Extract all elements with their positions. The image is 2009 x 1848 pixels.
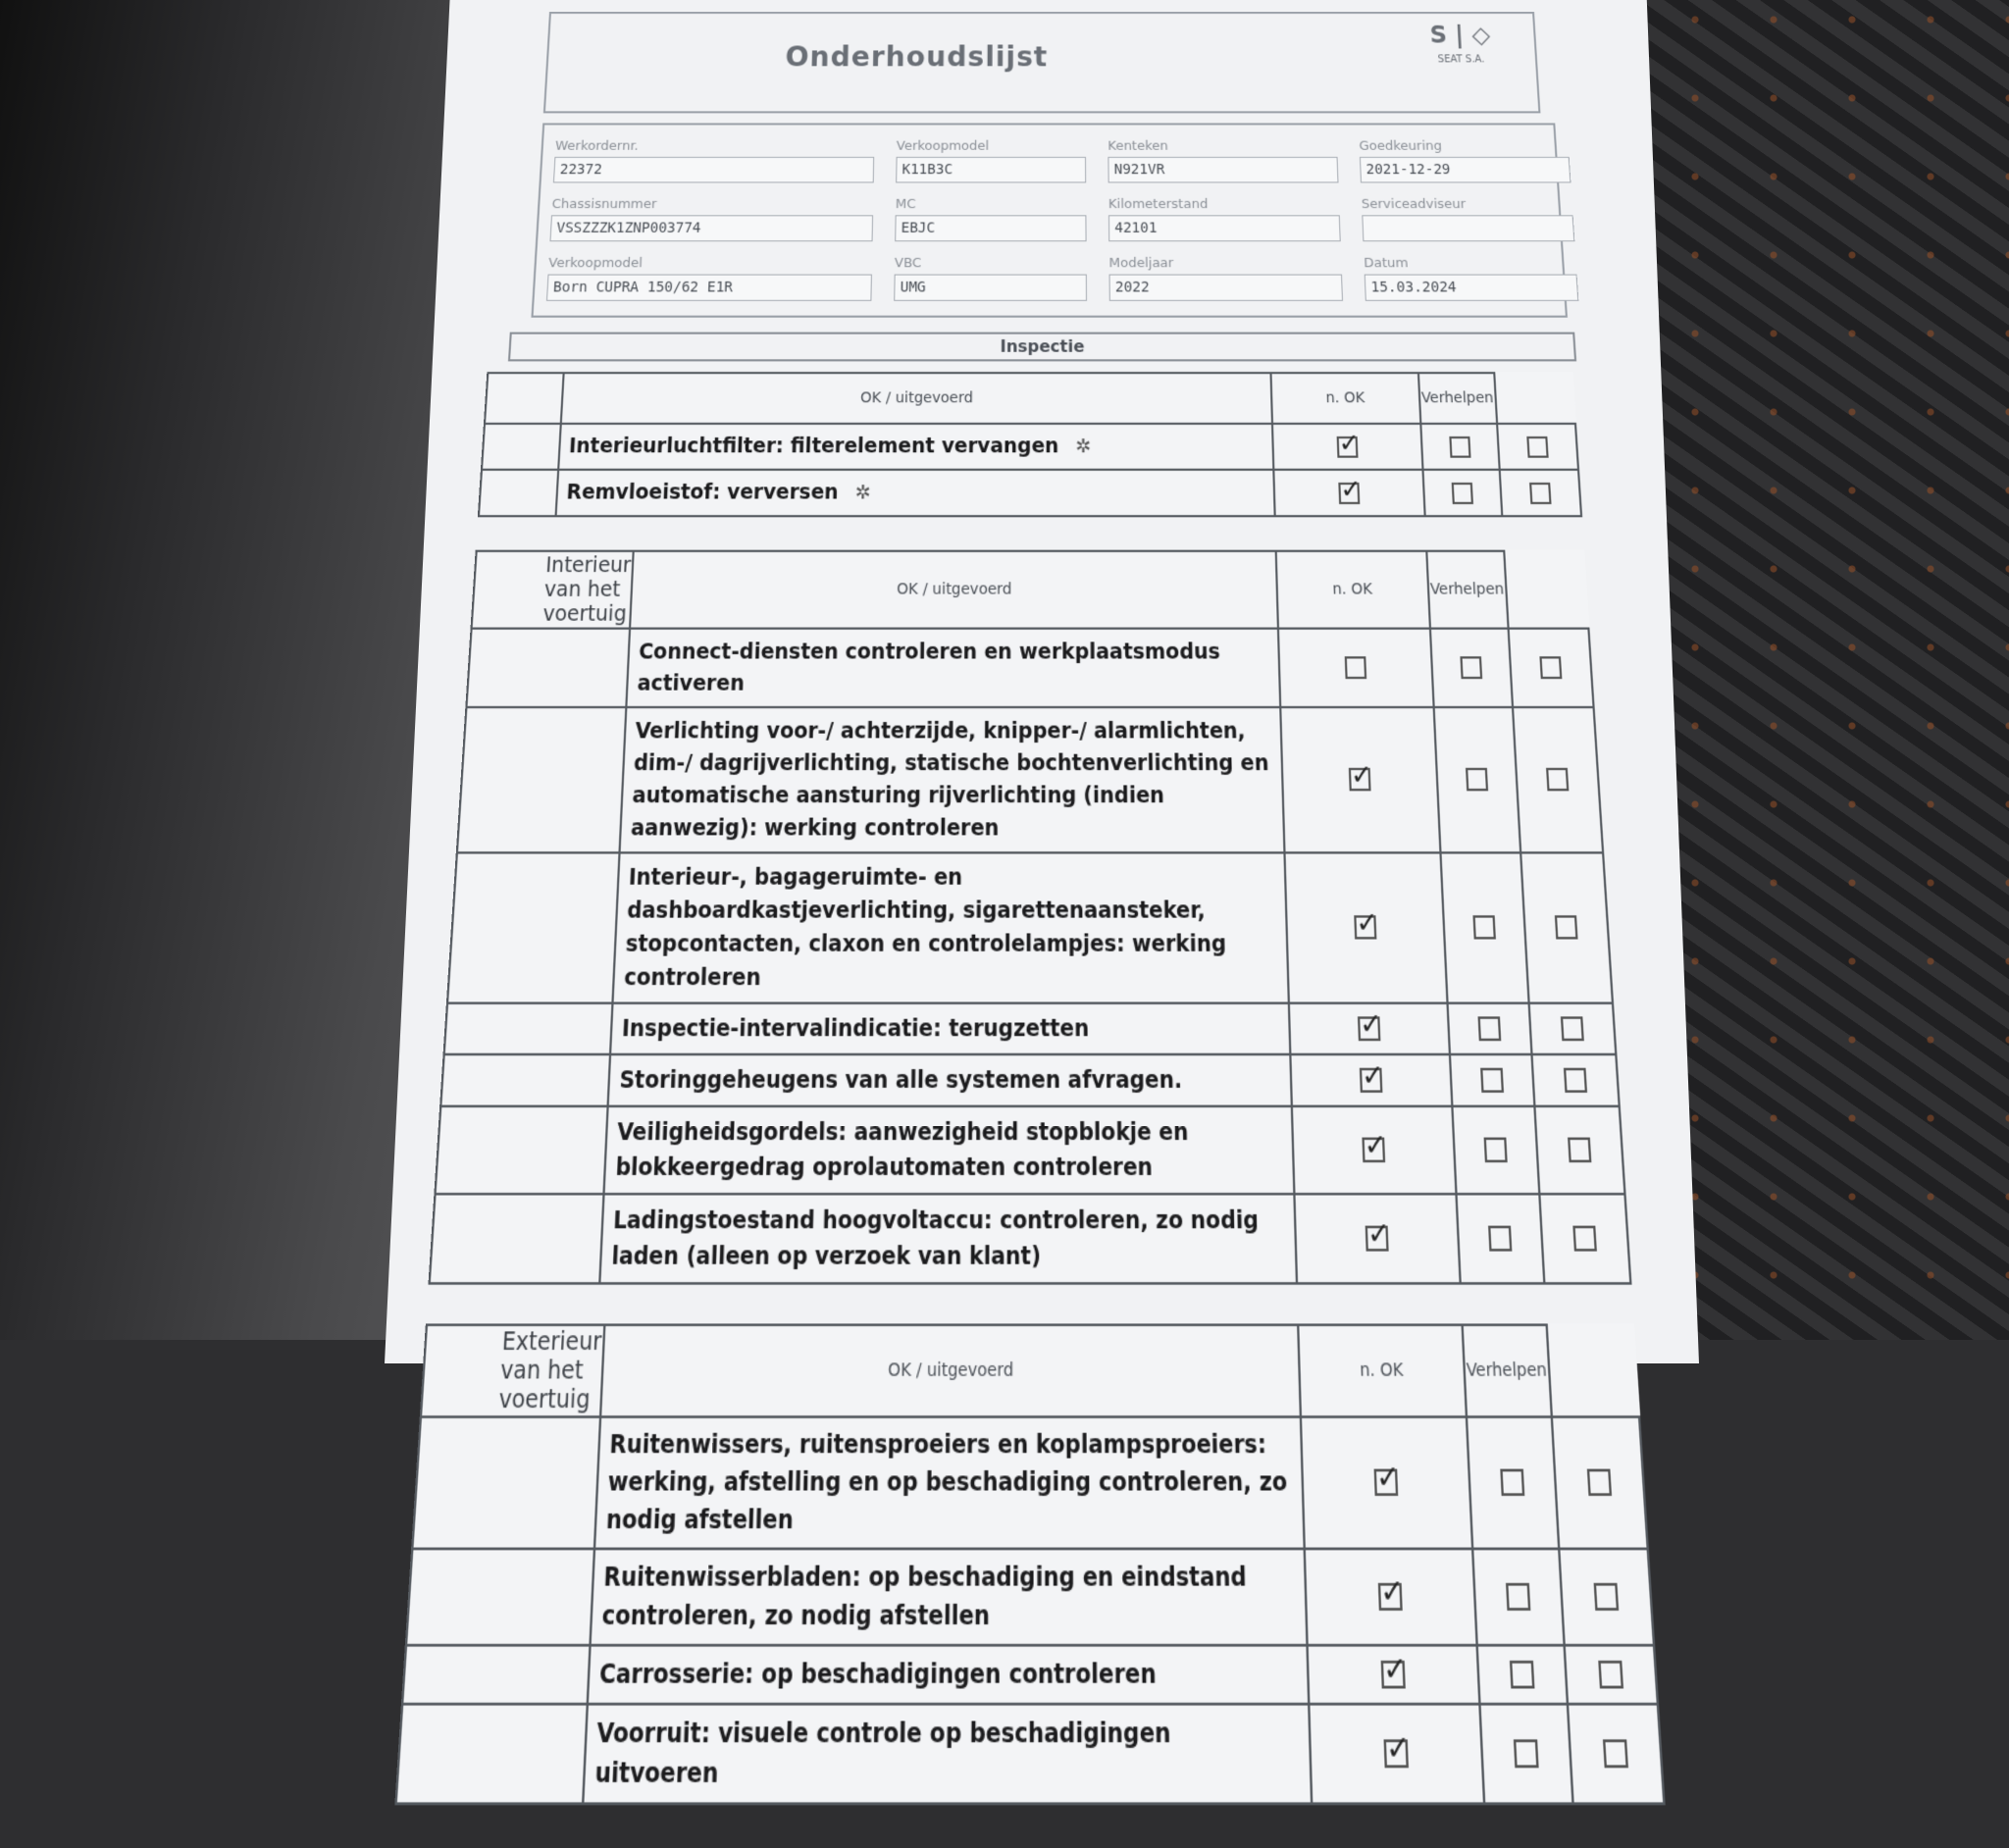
verhelpen-cell[interactable] bbox=[1520, 852, 1613, 1002]
ok-cell[interactable] bbox=[1300, 1417, 1471, 1549]
field-kilometerstand: Kilometerstand 42101 bbox=[1108, 197, 1341, 241]
vehicle-info bbox=[531, 123, 1568, 317]
field-serviceadviseur: Serviceadviseur bbox=[1362, 197, 1575, 241]
ok-checkbox[interactable] bbox=[1344, 656, 1365, 679]
nok-cell[interactable] bbox=[1447, 1003, 1531, 1054]
field-werkordernr: Werkordernr. 22372 bbox=[553, 139, 875, 183]
row-gutter bbox=[457, 707, 627, 852]
ok-cell[interactable] bbox=[1309, 1704, 1484, 1804]
row-text: Remvloeistof: verversen ✲ bbox=[556, 470, 1275, 516]
brand-name: SEAT S.A. bbox=[1437, 54, 1485, 66]
field-chassisnummer: Chassisnummer VSSZZZK1ZNP003774 bbox=[549, 197, 873, 241]
ok-checkbox[interactable] bbox=[1354, 916, 1376, 940]
ok-checkbox[interactable] bbox=[1348, 768, 1370, 792]
row-text: Inspectie-intervalindicatie: terugzetten bbox=[611, 1003, 1290, 1054]
nok-cell[interactable] bbox=[1472, 1549, 1565, 1645]
form-title: Onderhoudslijst bbox=[785, 40, 1049, 74]
row-text: Connect-diensten controleren en werkplaatsmodus activeren bbox=[627, 629, 1280, 707]
table-row bbox=[440, 1054, 1619, 1106]
nok-cell[interactable] bbox=[1440, 852, 1529, 1002]
row-text: Interieurluchtfilter: filterelement vervangen ✲ bbox=[558, 424, 1273, 470]
table-row bbox=[479, 470, 1581, 516]
row-gutter bbox=[440, 1054, 610, 1106]
table-row bbox=[396, 1704, 1665, 1804]
row-text: Veiligheidsgordels: aanwezigheid stopblokje en blokkeergedrag oprolautomaten controleren bbox=[604, 1106, 1294, 1194]
ok-cell[interactable] bbox=[1280, 707, 1440, 852]
ok-cell[interactable] bbox=[1284, 852, 1447, 1002]
logo-icon: S | ◇ bbox=[1428, 21, 1491, 49]
ok-cell[interactable] bbox=[1294, 1194, 1460, 1283]
nok-cell[interactable] bbox=[1433, 707, 1520, 852]
inspectie-bar: Inspectie bbox=[508, 333, 1576, 362]
verhelpen-cell[interactable] bbox=[1529, 1003, 1617, 1054]
nok-checkbox[interactable] bbox=[1506, 1583, 1530, 1611]
ok-checkbox[interactable] bbox=[1383, 1740, 1408, 1769]
interieur-table: Interieur van het voertuig OK / uitgevoerd n. OK Verhelpen Connect-diensten controleren en werkplaatsmodus activeren Verlichting voor-/ achterzijde, knipper-/ alarmlichten, dim-/ dagrijverlichting, statische bochtenverlichting en automatische aansturing rijverlichting (indien aanwezig): werking controleren ✓ Interieur-, bagageruimte- en dashboardkastjeverlichting, sigarettenaansteker, stopcontacten, claxon en controlelampjes: werking controleren ✓ Inspectie-intervalindicatie: terugzetten ✓ Storinggeheugens van alle systemen afvragen. ✓ Veiligheidsgordels: aanwezigheid stopblokje en blokkeergedrag oprolautomaten controleren ✓ Ladingstoestand hoogvoltaccu: controleren, zo nodig laden (alleen op verzoek van klant) ✓ bbox=[428, 550, 1631, 1285]
field-mc: MC EBJC bbox=[895, 197, 1086, 241]
nok-checkbox[interactable] bbox=[1483, 1138, 1507, 1163]
ok-checkbox[interactable] bbox=[1358, 1017, 1380, 1042]
nok-cell[interactable] bbox=[1422, 470, 1502, 516]
exterieur-table: Exterieur van het voertuig OK / uitgevoerd n. OK Verhelpen Ruitenwissers, ruitensproeiers en koplampsproeiers: werking, afstelling en op beschadiging controleren, zo nodig afstellen ✓ Ruitenwisserbladen: op beschadiging en eindstand controleren, zo nodig afstellen ✓ Carrosserie: op beschadigingen controleren ✓ Voorruit: visuele controle op beschadigingen uitvoeren ✓ bbox=[394, 1323, 1665, 1805]
table-row bbox=[466, 629, 1593, 707]
row-text: Verlichting voor-/ achterzijde, knipper-/ alarmlichten, dim-/ dagrijverlichting, statische bochtenverlichting en automatische aansturing rijverlichting (indien aanwezig): werking controleren bbox=[620, 707, 1284, 852]
ok-cell[interactable] bbox=[1290, 1054, 1452, 1106]
row-gutter bbox=[430, 1194, 604, 1283]
ok-cell[interactable] bbox=[1307, 1645, 1479, 1704]
nok-checkbox[interactable] bbox=[1480, 1068, 1504, 1093]
form-header bbox=[543, 12, 1541, 113]
ok-cell[interactable] bbox=[1272, 424, 1423, 470]
nok-checkbox[interactable] bbox=[1451, 483, 1472, 504]
nok-cell[interactable] bbox=[1420, 424, 1500, 470]
nok-checkbox[interactable] bbox=[1460, 656, 1482, 679]
table-row bbox=[430, 1194, 1631, 1283]
table-row bbox=[406, 1549, 1654, 1645]
table-row bbox=[436, 1106, 1625, 1194]
field-vbc: VBC UMG bbox=[894, 256, 1087, 301]
verhelpen-cell[interactable] bbox=[1509, 629, 1594, 707]
nok-cell[interactable] bbox=[1479, 1704, 1573, 1804]
verhelpen-cell[interactable] bbox=[1500, 470, 1581, 516]
nok-checkbox[interactable] bbox=[1510, 1661, 1535, 1689]
verhelpen-checkbox[interactable] bbox=[1598, 1661, 1623, 1689]
field-kenteken: Kenteken N921VR bbox=[1108, 139, 1338, 183]
verhelpen-cell[interactable] bbox=[1531, 1054, 1619, 1106]
row-gutter bbox=[396, 1704, 588, 1804]
verhelpen-checkbox[interactable] bbox=[1564, 1068, 1587, 1093]
ok-checkbox[interactable] bbox=[1365, 1226, 1388, 1252]
ok-cell[interactable] bbox=[1291, 1106, 1456, 1194]
row-gutter bbox=[466, 629, 630, 707]
field-datum: Datum 15.03.2024 bbox=[1364, 256, 1578, 301]
table-row bbox=[482, 424, 1578, 470]
nok-checkbox[interactable] bbox=[1477, 1017, 1501, 1042]
ok-cell[interactable] bbox=[1278, 629, 1434, 707]
ok-cell[interactable] bbox=[1288, 1003, 1449, 1054]
ok-checkbox[interactable] bbox=[1377, 1583, 1402, 1611]
verhelpen-cell[interactable] bbox=[1565, 1645, 1658, 1704]
verhelpen-cell[interactable] bbox=[1539, 1194, 1630, 1283]
nok-cell[interactable] bbox=[1452, 1106, 1539, 1194]
nok-cell[interactable] bbox=[1476, 1645, 1568, 1704]
nok-cell[interactable] bbox=[1467, 1417, 1560, 1549]
ok-checkbox[interactable] bbox=[1362, 1138, 1385, 1163]
field-verkoopmodel-code: Verkoopmodel K11B3C bbox=[896, 139, 1086, 183]
ok-checkbox[interactable] bbox=[1373, 1469, 1398, 1496]
verhelpen-checkbox[interactable] bbox=[1603, 1740, 1628, 1769]
row-text: Ruitenwissers, ruitensproeiers en koplampsproeiers: werking, afstelling en op beschadiging controleren, zo nodig afstellen bbox=[594, 1417, 1304, 1549]
row-gutter bbox=[447, 852, 620, 1002]
ok-cell[interactable] bbox=[1304, 1549, 1476, 1645]
table-row bbox=[444, 1003, 1617, 1054]
row-gutter bbox=[412, 1417, 600, 1549]
verhelpen-checkbox[interactable] bbox=[1587, 1469, 1612, 1496]
inspectie-table: OK / uitgevoerd n. OK Verhelpen Interieurluchtfilter: filterelement vervangen ✲ ✓ Remvloeistof: verversen ✲ ✓ bbox=[478, 372, 1582, 517]
verhelpen-checkbox[interactable] bbox=[1561, 1017, 1584, 1042]
table-row bbox=[457, 707, 1603, 852]
nok-cell[interactable] bbox=[1430, 629, 1513, 707]
verhelpen-checkbox[interactable] bbox=[1526, 436, 1548, 458]
row-text: Storinggeheugens van alle systemen afvragen. bbox=[608, 1054, 1291, 1106]
verhelpen-cell[interactable] bbox=[1568, 1704, 1664, 1804]
ok-checkbox[interactable] bbox=[1359, 1068, 1382, 1093]
nok-checkbox[interactable] bbox=[1472, 916, 1495, 940]
nok-cell[interactable] bbox=[1456, 1194, 1544, 1283]
row-text: Carrosserie: op beschadigingen controleren bbox=[588, 1645, 1309, 1704]
ok-cell[interactable] bbox=[1273, 470, 1424, 516]
nok-cell[interactable] bbox=[1450, 1054, 1535, 1106]
verhelpen-cell[interactable] bbox=[1513, 707, 1603, 852]
brand-logo bbox=[1405, 22, 1517, 79]
maintenance-form bbox=[391, 12, 1668, 1848]
row-text: Ladingstoestand hoogvoltaccu: controleren, zo nodig laden (alleen op verzoek van klant) bbox=[600, 1194, 1297, 1283]
verhelpen-checkbox[interactable] bbox=[1529, 483, 1552, 504]
nok-checkbox[interactable] bbox=[1500, 1469, 1524, 1496]
verhelpen-checkbox[interactable] bbox=[1568, 1138, 1591, 1163]
asterisk-icon: ✲ bbox=[854, 481, 871, 504]
verhelpen-cell[interactable] bbox=[1559, 1549, 1654, 1645]
verhelpen-checkbox[interactable] bbox=[1546, 768, 1569, 792]
verhelpen-cell[interactable] bbox=[1534, 1106, 1624, 1194]
row-text: Voorruit: visuele controle op beschadigingen uitvoeren bbox=[583, 1704, 1311, 1804]
row-gutter bbox=[406, 1549, 594, 1645]
verhelpen-checkbox[interactable] bbox=[1555, 916, 1578, 940]
table-row bbox=[447, 852, 1613, 1002]
nok-checkbox[interactable] bbox=[1488, 1226, 1512, 1252]
ok-checkbox[interactable] bbox=[1336, 436, 1358, 458]
table-row bbox=[402, 1645, 1658, 1704]
row-gutter bbox=[479, 470, 558, 516]
field-verkoopmodel-name: Verkoopmodel Born CUPRA 150/62 E1R bbox=[546, 256, 872, 301]
verhelpen-cell[interactable] bbox=[1497, 424, 1578, 470]
ok-checkbox[interactable] bbox=[1338, 483, 1360, 504]
field-goedkeuring: Goedkeuring 2021-12-29 bbox=[1359, 139, 1571, 183]
verhelpen-checkbox[interactable] bbox=[1539, 656, 1562, 679]
row-gutter bbox=[444, 1003, 613, 1054]
verhelpen-cell[interactable] bbox=[1552, 1417, 1648, 1549]
row-gutter bbox=[402, 1645, 590, 1704]
verhelpen-checkbox[interactable] bbox=[1594, 1583, 1620, 1611]
nok-checkbox[interactable] bbox=[1514, 1740, 1539, 1769]
row-text: Interieur-, bagageruimte- en dashboardkastjeverlichting, sigarettenaansteker, stopcontacten, claxon en controlelampjes: werking controleren bbox=[613, 852, 1288, 1002]
verhelpen-checkbox[interactable] bbox=[1572, 1226, 1597, 1252]
nok-checkbox[interactable] bbox=[1449, 436, 1470, 458]
asterisk-icon: ✲ bbox=[1075, 435, 1092, 458]
ok-checkbox[interactable] bbox=[1380, 1661, 1405, 1689]
nok-checkbox[interactable] bbox=[1466, 768, 1488, 792]
row-gutter bbox=[482, 424, 561, 470]
table-row bbox=[412, 1417, 1647, 1549]
row-gutter bbox=[436, 1106, 609, 1194]
row-text: Ruitenwisserbladen: op beschadiging en eindstand controleren, zo nodig afstellen bbox=[591, 1549, 1308, 1645]
field-modeljaar: Modeljaar 2022 bbox=[1108, 256, 1343, 301]
